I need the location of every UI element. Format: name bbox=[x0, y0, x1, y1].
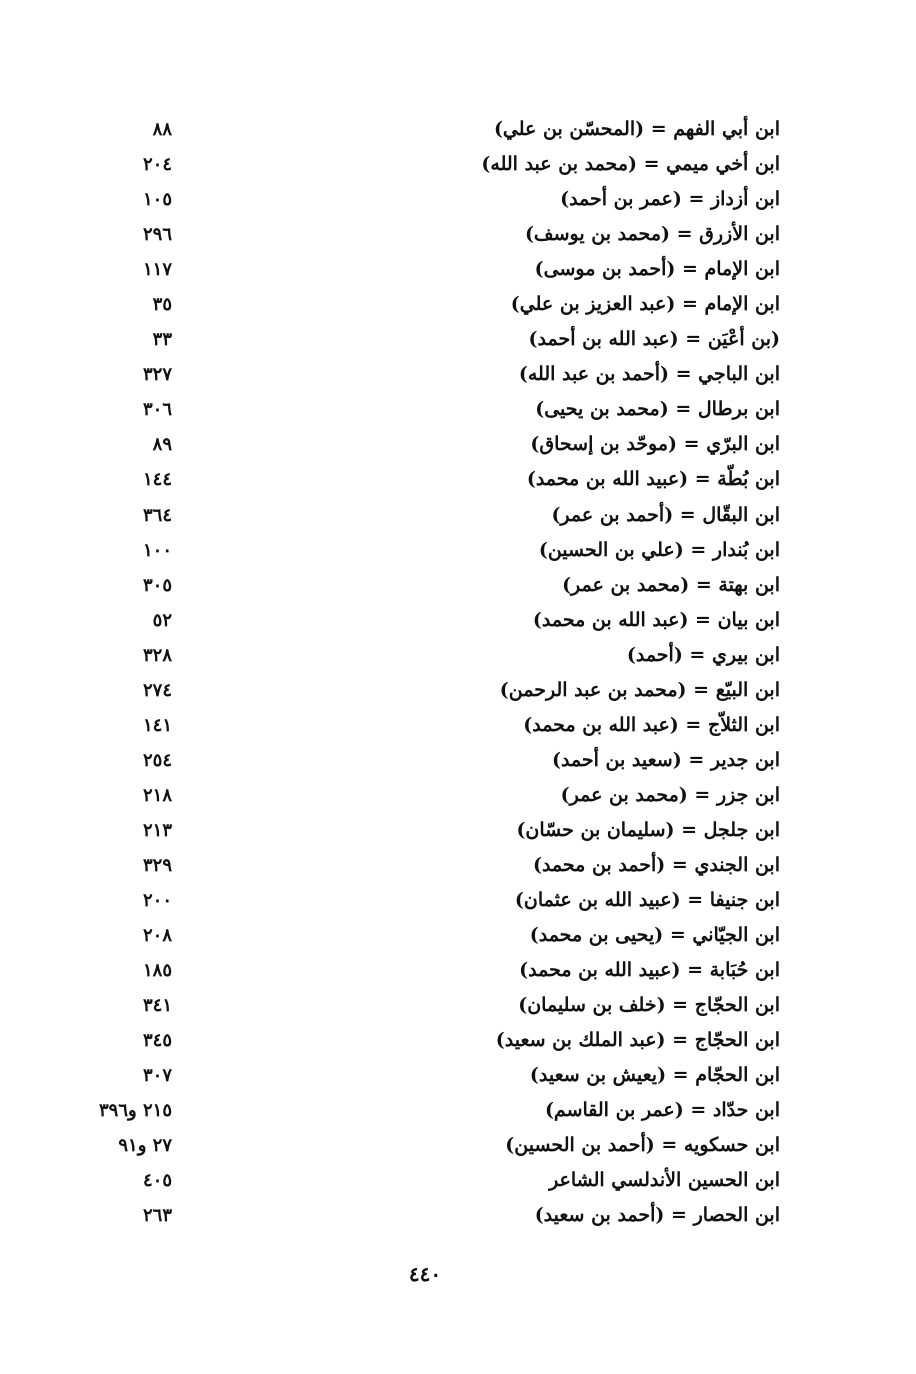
entry-name: ابن حُبَابة = (عبيد الله بن محمد) bbox=[519, 959, 780, 982]
index-entry bbox=[60, 1128, 780, 1163]
entry-name: ابن بُطّة = (عبيد الله بن محمد) bbox=[526, 468, 780, 491]
entry-page-refs: ٢٠٤ bbox=[142, 154, 172, 176]
entry-page-refs: ٤٠٥ bbox=[142, 1170, 172, 1192]
index-entry bbox=[60, 1198, 780, 1233]
entry-name: ابن الحجّاج = (عبد الملك بن سعيد) bbox=[495, 1029, 780, 1052]
entry-name: ابن جزر = (محمد بن عمر) bbox=[560, 783, 780, 806]
entry-page-refs: ٣٠٧ bbox=[142, 1065, 172, 1087]
entry-page-refs: ٢٧٤ bbox=[142, 679, 172, 701]
entry-page-refs: ١٤١ bbox=[142, 714, 172, 736]
index-entry bbox=[60, 883, 780, 918]
index-entry bbox=[60, 708, 780, 743]
entry-page-refs: ٣٥ bbox=[152, 294, 172, 316]
entry-name: ابن أخي ميمي = (محمد بن عبد الله) bbox=[481, 153, 780, 176]
entry-page-refs: ١٠٥ bbox=[142, 189, 172, 211]
entry-name: ابن البقّال = (أحمد بن عمر) bbox=[551, 503, 780, 526]
page-number: ٤٤٠ bbox=[408, 1262, 442, 1286]
entry-page-refs: ١١٧ bbox=[142, 259, 172, 281]
entry-page-refs: ٨٩ bbox=[152, 434, 172, 456]
entry-name: ابن الثلاّج = (عبد الله بن محمد) bbox=[523, 713, 780, 736]
entry-page-refs: ٥٢ bbox=[152, 609, 172, 631]
entry-name: ابن الجندي = (أحمد بن محمد) bbox=[532, 853, 780, 876]
entry-name: ابن برطال = (محمد بن يحيى) bbox=[535, 398, 780, 421]
entry-name: ابن بُندار = (علي بن الحسين) bbox=[538, 538, 780, 561]
entry-page-refs: ٣٤١ bbox=[142, 995, 172, 1017]
entry-name: ابن الباجي = (أحمد بن عبد الله) bbox=[518, 363, 780, 386]
entry-page-refs: ٢٦٣ bbox=[142, 1205, 172, 1227]
entry-page-refs: ٢١٥ و٣٩٦ bbox=[99, 1100, 172, 1122]
index-entry bbox=[60, 287, 780, 322]
entry-page-refs: ٣٤٥ bbox=[142, 1030, 172, 1052]
index-entry bbox=[60, 743, 780, 778]
index-entry bbox=[60, 357, 780, 392]
index-entry bbox=[60, 1163, 780, 1198]
entry-page-refs: ٢٩٦ bbox=[142, 224, 172, 246]
entry-page-refs: ٣٣ bbox=[152, 329, 172, 351]
entry-page-refs: ٢١٨ bbox=[142, 784, 172, 806]
entry-name: ابن البيّع = (محمد بن عبد الرحمن) bbox=[499, 678, 780, 701]
entry-name: ابن حسكويه = (أحمد بن الحسين) bbox=[505, 1134, 780, 1157]
index-entry bbox=[60, 953, 780, 988]
index-entry bbox=[60, 603, 780, 638]
index-entry bbox=[60, 813, 780, 848]
entry-name: ابن الحجّاج = (خلف بن سليمان) bbox=[518, 994, 780, 1017]
index-entry bbox=[60, 988, 780, 1023]
index-entry bbox=[60, 568, 780, 603]
entry-name: ابن جلجل = (سليمان بن حسّان) bbox=[516, 818, 780, 841]
entry-page-refs: ٣٢٩ bbox=[142, 854, 172, 876]
index-entry bbox=[60, 427, 780, 462]
index-entry bbox=[60, 112, 780, 147]
entry-page-refs: ٣٠٦ bbox=[142, 399, 172, 421]
entry-name: ابن الحجّام = (يعيش بن سعيد) bbox=[529, 1064, 780, 1087]
index-entry bbox=[60, 182, 780, 217]
entry-page-refs: ٣٢٧ bbox=[142, 364, 172, 386]
entry-page-refs: ٢٥٤ bbox=[142, 749, 172, 771]
entry-page-refs: ١٨٥ bbox=[142, 960, 172, 982]
entry-name: ابن الإمام = (عبد العزيز بن علي) bbox=[510, 293, 780, 316]
index-entry bbox=[60, 778, 780, 813]
entry-name: ابن أزداز = (عمر بن أحمد) bbox=[560, 188, 780, 211]
entry-name: ابن بهتة = (محمد بن عمر) bbox=[562, 573, 780, 596]
entry-page-refs: ١٠٠ bbox=[142, 539, 172, 561]
index-list bbox=[60, 112, 780, 1234]
entry-page-refs: ٢٧ و٩١ bbox=[118, 1135, 172, 1157]
entry-name: ابن البرّي = (موحّد بن إسحاق) bbox=[530, 433, 780, 456]
entry-page-refs: ٢١٣ bbox=[142, 819, 172, 841]
index-entry bbox=[60, 252, 780, 287]
index-entry bbox=[60, 673, 780, 708]
entry-page-refs: ٣٠٥ bbox=[142, 574, 172, 596]
index-entry bbox=[60, 322, 780, 357]
entry-page-refs: ٣٦٤ bbox=[142, 504, 172, 526]
index-entry bbox=[60, 392, 780, 427]
entry-name: ابن بيان = (عبد الله بن محمد) bbox=[532, 608, 780, 631]
entry-name: ابن بيري = (أحمد) bbox=[626, 643, 780, 666]
entry-page-refs: ٣٢٨ bbox=[142, 644, 172, 666]
entry-name: ابن الجيّاني = (يحيى بن محمد) bbox=[529, 924, 780, 947]
index-entry bbox=[60, 462, 780, 497]
index-entry bbox=[60, 217, 780, 252]
entry-page-refs: ١٤٤ bbox=[142, 469, 172, 491]
index-entry bbox=[60, 918, 780, 953]
index-entry bbox=[60, 533, 780, 568]
entry-name: ابن جنيفا = (عبيد الله بن عثمان) bbox=[514, 889, 780, 912]
entry-name: ابن جدير = (سعيد بن أحمد) bbox=[551, 748, 780, 771]
entry-name: ابن الحسين الأندلسي الشاعر bbox=[549, 1169, 780, 1192]
entry-name: ابن الحصار = (أحمد بن سعيد) bbox=[534, 1204, 780, 1227]
index-entry bbox=[60, 147, 780, 182]
index-entry bbox=[60, 638, 780, 673]
index-entry bbox=[60, 1058, 780, 1093]
entry-page-refs: ٢٠٨ bbox=[142, 925, 172, 947]
index-entry bbox=[60, 498, 780, 533]
index-entry bbox=[60, 848, 780, 883]
entry-name: ابن الإمام = (أحمد بن موسى) bbox=[534, 258, 780, 281]
index-entry bbox=[60, 1023, 780, 1058]
index-entry bbox=[60, 1093, 780, 1128]
entry-name: ابن حدّاد = (عمر بن القاسم) bbox=[544, 1099, 780, 1122]
entry-name: ابن أبي الفهم = (المحسّن بن علي) bbox=[493, 118, 780, 140]
entry-page-refs: ٢٠٠ bbox=[142, 890, 172, 912]
entry-name: (بن أعْيَن = (عبد الله بن أحمد) bbox=[528, 328, 780, 351]
entry-name: ابن الأزرق = (محمد بن يوسف) bbox=[524, 223, 780, 246]
entry-page-refs: ٨٨ bbox=[152, 119, 172, 140]
